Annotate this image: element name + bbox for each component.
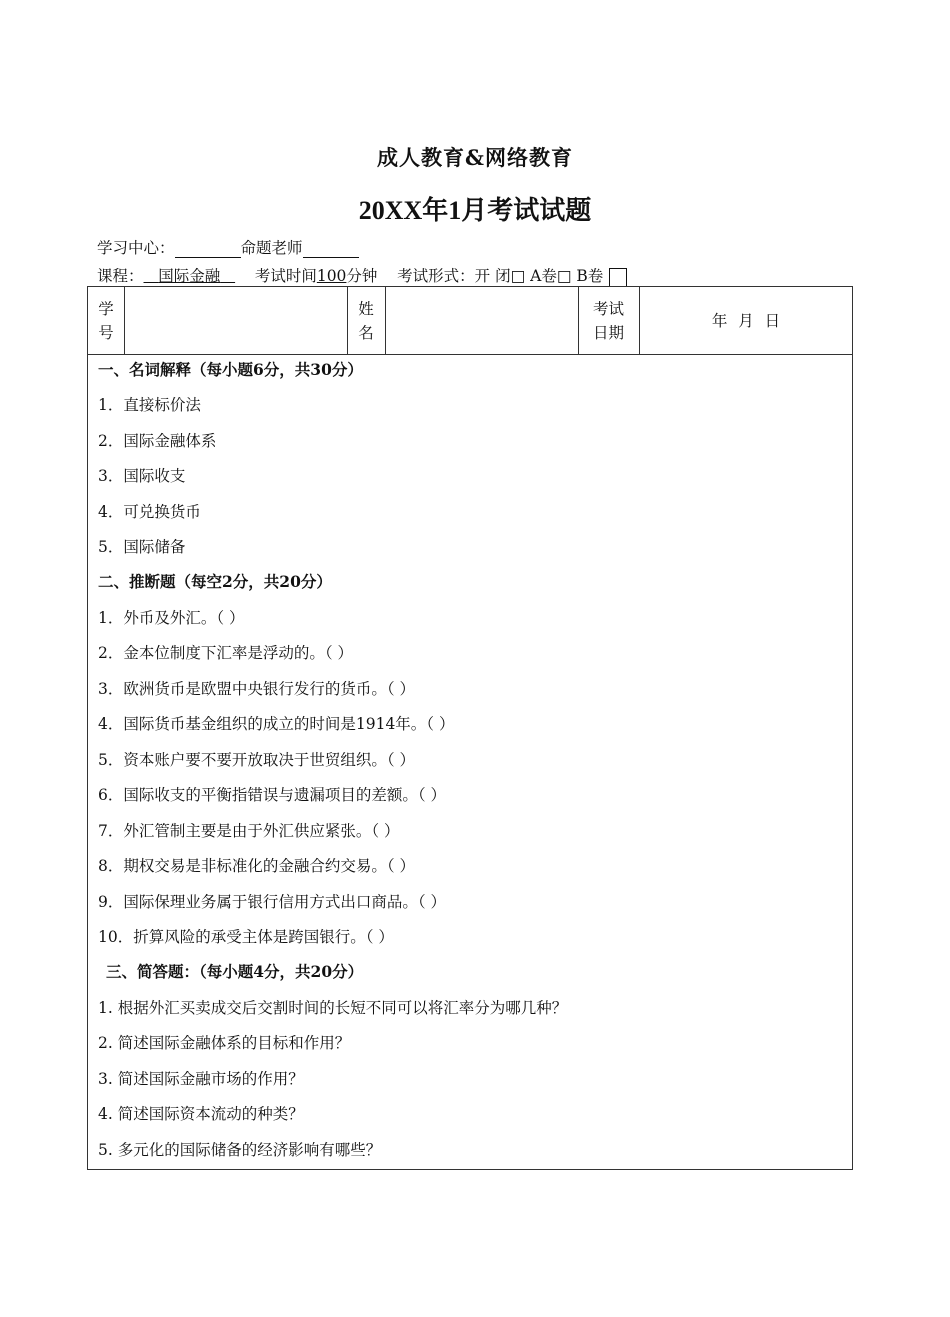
section-2-title: 二、推断题（每空2分，共20分）	[98, 572, 332, 591]
section-3-title: 三、简答题：（每小题4分，共20分）	[106, 962, 364, 981]
list-item: 5. 多元化的国际储备的经济影响有哪些？	[98, 1141, 382, 1159]
list-item: 2．金本位制度下汇率是浮动的。（ ）	[98, 644, 354, 662]
exam-date-value: 年 月 日	[711, 312, 781, 330]
list-item: 3．欧洲货币是欧盟中央银行发行的货币。（ ）	[98, 680, 416, 698]
list-item: 9．国际保理业务属于银行信用方式出口商品。（ ）	[98, 893, 447, 911]
name-label: 姓 名	[358, 300, 374, 342]
list-item: 5．国际储备	[98, 538, 186, 556]
center-blank	[175, 241, 241, 258]
list-item: 1. 根据外汇买卖成交后交割时间的长短不同可以将汇率分为哪几种？	[98, 999, 568, 1017]
list-item: 8．期权交易是非标准化的金融合约交易。（ ）	[98, 857, 416, 875]
section-1-title: 一、名词解释（每小题6分，共30分）	[98, 360, 363, 379]
info-line-1	[97, 236, 359, 258]
institution-title: 成人教育&网络教育	[377, 145, 573, 170]
exam-title: 20XX年1月考试试题	[358, 196, 592, 225]
divider	[385, 287, 386, 354]
list-item: 10．折算风险的承受主体是跨国银行。（ ）	[98, 928, 394, 946]
teacher-blank	[303, 241, 359, 258]
divider	[124, 287, 125, 354]
time-value: 100	[316, 267, 347, 285]
list-item: 1．直接标价法	[98, 396, 201, 414]
list-item: 2．国际金融体系	[98, 432, 217, 450]
list-item: 6．国际收支的平衡指错误与遗漏项目的差额。（ ）	[98, 786, 447, 804]
teacher-label: 命题老师	[240, 239, 303, 257]
exam-frame	[87, 286, 853, 1170]
list-item: 7．外汇管制主要是由于外汇供应紧张。（ ）	[98, 822, 400, 840]
time-label: 考试时间	[254, 267, 317, 285]
student-id-label: 学 号	[98, 300, 114, 342]
list-item: 3. 简述国际金融市场的作用？	[98, 1070, 304, 1088]
list-item: 4. 简述国际资本流动的种类？	[98, 1105, 304, 1123]
list-item: 4．国际货币基金组织的成立的时间是1914年。（ ）	[98, 715, 455, 733]
list-item: 2. 简述国际金融体系的目标和作用？	[98, 1034, 351, 1052]
exam-date-label: 考试 日期	[592, 300, 624, 342]
b-paper-checkbox	[609, 268, 627, 287]
student-info-row	[88, 287, 852, 355]
list-item: 1．外币及外汇。（ ）	[98, 609, 245, 627]
course-value: 国际金融	[158, 267, 221, 285]
center-label: 学习中心：	[97, 239, 175, 257]
list-item: 3．国际收支	[98, 467, 186, 485]
list-item: 4．可兑换货币	[98, 503, 201, 521]
time-unit: 分钟	[346, 267, 378, 285]
info-line-2	[97, 264, 627, 287]
exam-form: 考试形式：开 闭□ A卷□ B卷	[397, 267, 604, 285]
list-item: 5．资本账户要不要开放取决于世贸组织。（ ）	[98, 751, 416, 769]
course-label: 课程：	[97, 267, 144, 285]
